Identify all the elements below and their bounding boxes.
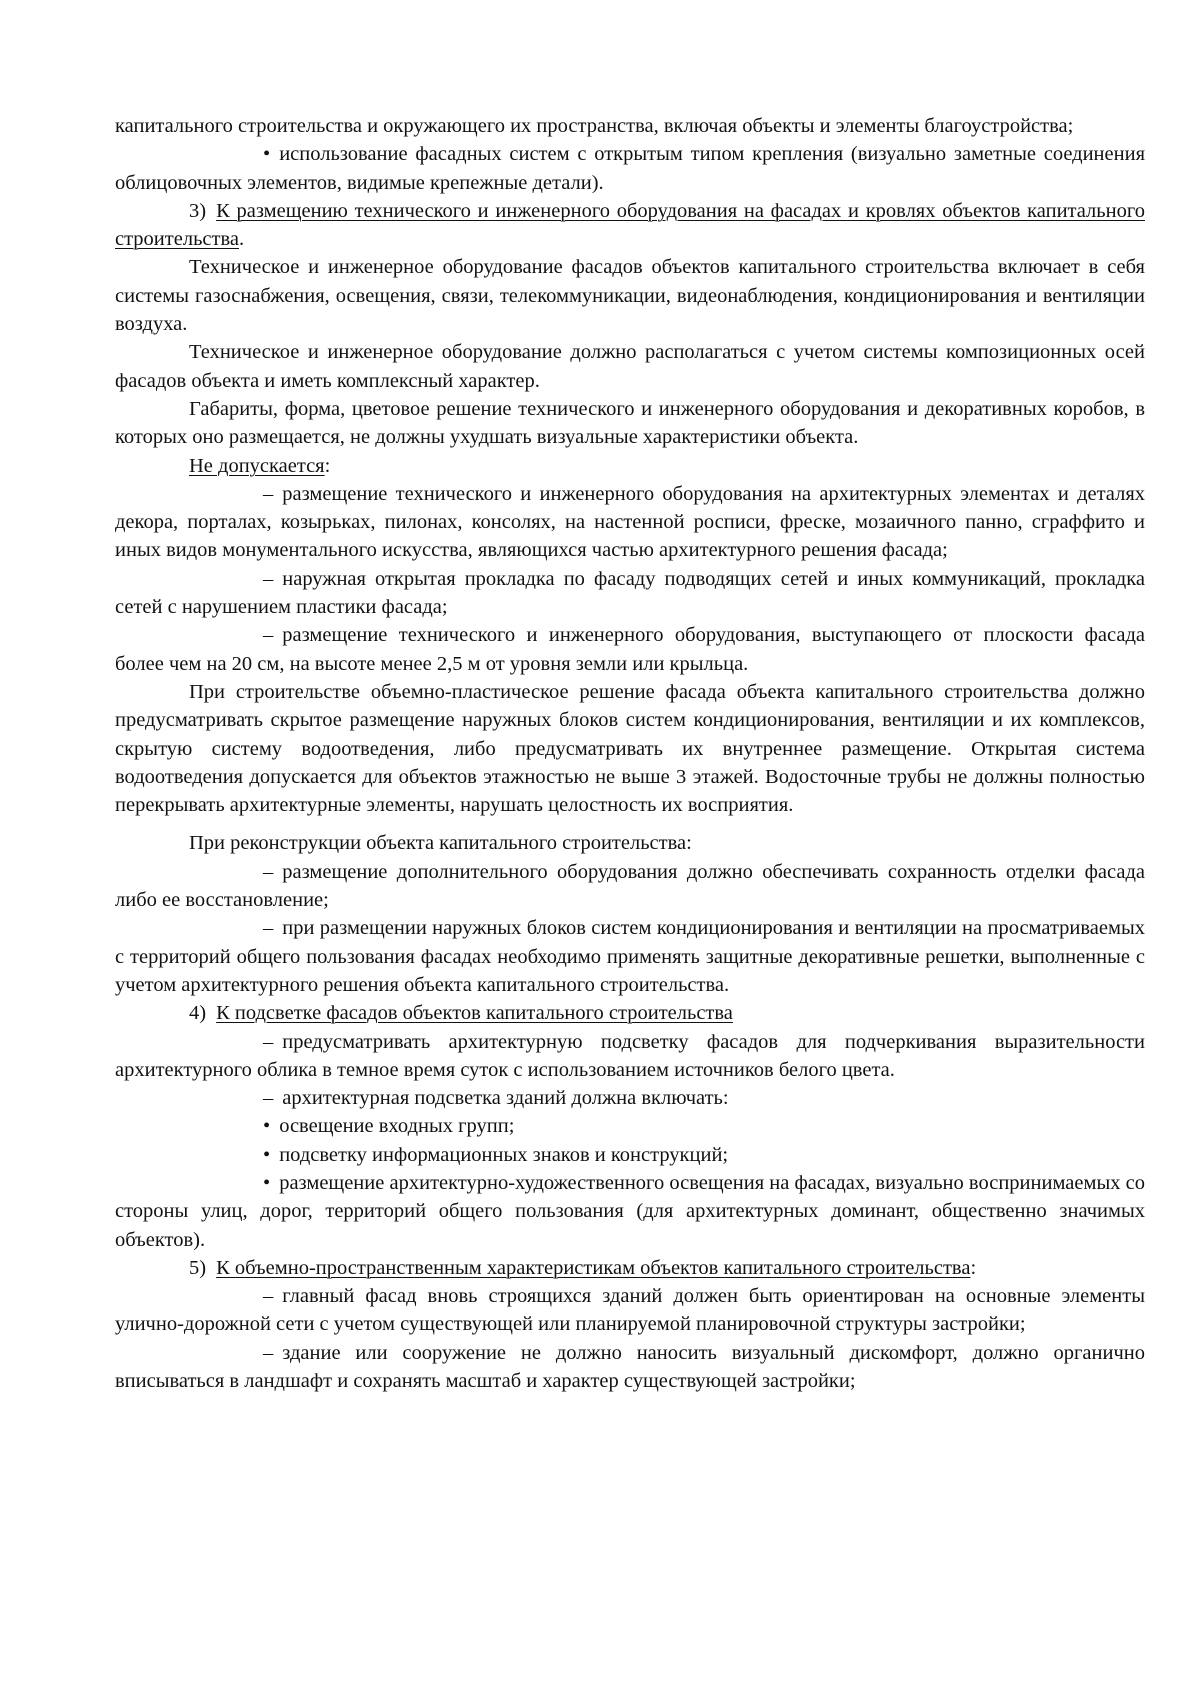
bullet-item [115, 1112, 1145, 1140]
item-text: размещение архитектурно-художественного освещения на фасадах, визуально воспринимаемых со стороны улиц, дорог, территорий общего пользования (для архитектурных доминант, общественно значимых объектов). [115, 1171, 1145, 1251]
document-body [115, 112, 1145, 1395]
item-text: размещение дополнительного оборудования должно обеспечивать сохранность отделки фасада либо ее восстановление; [115, 860, 1145, 912]
paragraph: Габариты, форма, цветовое решение технического и инженерного оборудования и декоративных коробов, в которых оно размещается, не должны ухудшать визуальные характеристики объекта. [115, 397, 1145, 449]
bullet-marker: • [263, 1143, 271, 1166]
dash-marker: – [263, 482, 274, 505]
section-number: 4) [189, 1002, 207, 1025]
bullet-marker: • [263, 1171, 271, 1194]
section-heading [115, 1254, 1145, 1282]
item-text: главный фасад вновь строящихся зданий должен быть ориентирован на основные элементы улично-дорожной сети с учетом существующей или планируемой планировочной структуры застройки; [115, 1285, 1145, 1336]
item-text: при размещении наружных блоков систем кондиционирования и вентиляции на просматриваемых с территорий общего пользования фасадах необходимо применять защитные декоративные решетки, выполненные с учетом архитектурного решения объекта капитального строительства. [115, 917, 1145, 996]
section-title-punctuation: : [970, 1256, 977, 1279]
section-title: К подсветке фасадов объектов капитального строительства [216, 1002, 733, 1025]
item-text: архитектурная подсветка зданий должна включать: [282, 1087, 729, 1110]
item-text: подсветку информационных знаков и конструкций; [279, 1143, 729, 1166]
bullet-marker: • [263, 143, 271, 166]
paragraph: При реконструкции объекта капитального строительства: [189, 832, 692, 855]
section-heading [115, 999, 1145, 1027]
bullet-item [115, 1169, 1145, 1254]
section-title-punctuation: . [238, 228, 245, 251]
dash-item [115, 914, 1145, 999]
item-text: использование фасадных систем с открытым типом крепления (визуально заметные соединения облицовочных элементов, видимые крепежные детали). [115, 143, 1145, 194]
dash-marker: – [263, 1341, 274, 1364]
dash-item [115, 858, 1145, 915]
section-number: 3) [189, 199, 207, 222]
item-text: предусматривать архитектурную подсветку фасадов для подчеркивания выразительности архитектурного облика в темное время суток с использованием источников белого цвета. [115, 1030, 1145, 1081]
section-title-punctuation: : [324, 454, 331, 477]
dash-item [115, 621, 1145, 678]
section-heading [115, 197, 1145, 254]
section-title: К объемно-пространственным характеристикам объектов капитального строительства [216, 1256, 971, 1279]
paragraph: При строительстве объемно-пластическое решение фасада объекта капитального строительства должно предусматривать скрытое размещение наружных блоков систем кондиционирования, вентиляции и их комплексов, скрытую систему водоотведения, либо предусматривать их внутреннее размещение. Открытая система водоотведения допускается для объектов этажностью не выше 3 этажей. Водосточные трубы не должны полностью перекрывать архитектурные элементы, нарушать целостность их восприятия. [115, 680, 1145, 817]
paragraph: Техническое и инженерное оборудование должно располагаться с учетом системы композиционных осей фасадов объекта и иметь комплексный характер. [115, 341, 1145, 392]
dash-marker: – [263, 567, 274, 590]
dash-item [115, 1028, 1145, 1085]
dash-marker: – [263, 1087, 274, 1110]
paragraph: Техническое и инженерное оборудование фасадов объектов капитального строительства включает в себя системы газоснабжения, освещения, связи, телекоммуникации, видеонаблюдения, кондиционирования и вентиляции воздуха. [115, 256, 1145, 336]
dash-item [115, 480, 1145, 565]
dash-item [115, 1282, 1145, 1339]
section-number: 5) [189, 1256, 207, 1279]
section-title: К размещению технического и инженерного оборудования на фасадах и кровлях объектов капитального строительства [115, 199, 1145, 251]
dash-item [115, 1084, 1145, 1112]
section-title: Не допускается [189, 454, 325, 477]
item-text: размещение технического и инженерного оборудования, выступающего от плоскости фасада более чем на 20 см, на высоте менее 2,5 м от уровня земли или крыльца. [115, 624, 1145, 675]
bullet-item [115, 1141, 1145, 1169]
dash-item [115, 1339, 1145, 1396]
bullet-marker: • [263, 1115, 271, 1138]
item-text: освещение входных групп; [279, 1115, 515, 1138]
dash-marker: – [263, 1285, 274, 1308]
dash-marker: – [263, 917, 274, 940]
item-text: размещение технического и инженерного оборудования на архитектурных элементах и деталях декора, порталах, козырьках, пилонах, консолях, на настенной росписи, фреске, мозаичного панно, сграффито и иных видов монументального искусства, являющихся частью архитектурного решения фасада; [115, 482, 1145, 562]
dash-marker: – [263, 624, 274, 647]
paragraph: капитального строительства и окружающего их пространства, включая объекты и элементы благоустройства; [115, 115, 1074, 137]
bullet-item [115, 140, 1145, 197]
dash-marker: – [263, 1030, 274, 1053]
item-text: здание или сооружение не должно наносить визуальный дискомфорт, должно органично вписываться в ландшафт и сохранять масштаб и характер существующей застройки; [115, 1341, 1145, 1393]
section-heading [115, 452, 1145, 480]
dash-item [115, 565, 1145, 622]
dash-marker: – [263, 860, 274, 883]
item-text: наружная открытая прокладка по фасаду подводящих сетей и иных коммуникаций, прокладка сетей с нарушением пластики фасада; [115, 567, 1145, 619]
